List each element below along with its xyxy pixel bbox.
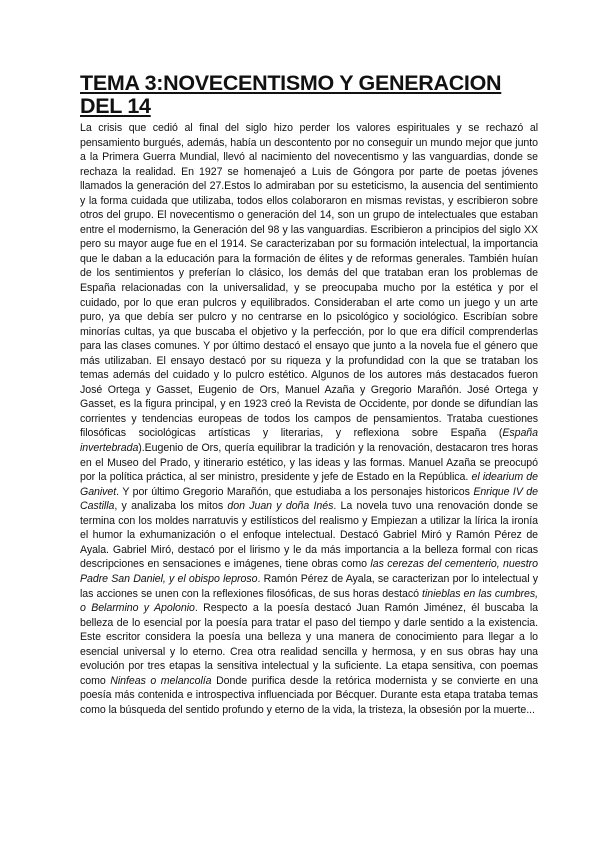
italic-title-run: tinieblas en las cumbres, o Belarmino y Apolonio: [80, 587, 538, 615]
italic-title-run: las cerezas del cementerio, nuestro Padre San Daniel, y el obispo leproso: [80, 558, 538, 585]
text-run: , y analizaba los mitos: [114, 500, 228, 513]
italic-title-run: el idearium de Ganivet: [80, 471, 538, 498]
text-run: . Respecto a la poesía destacó Juan Ramón Jiménez, él buscaba la belleza de lo esencial por la poesía para tratar el paso del tiempo y darle sentido a la existencia. Este escritor considera la poesía una belleza y una manera de conocimiento para llegar a lo esencial universal y lo eterno. Crea otra realidad sencilla y hermosa, y en sus obras hay una evolución por tres etapas la sensitiva intelectual y la suficiente. La etapa sensitiva, con poemas como: [80, 602, 538, 687]
page-title: TEMA 3:NOVECENTISMO Y GENERACION DEL 14: [80, 71, 502, 118]
text-run: La crisis que cedió al final del siglo hizo perder los valores espirituales y se rechazó al pensamiento burgués, además, había un descontento por no conseguir un mundo mejor que junto a la Primera Guerra Mundial, llevó al nacimiento del novecentismo y las vanguardias, donde se rechaza la realidad. En 1927 se homenajeó a Luis de Góngora por parte de poetas jóvenes llamados la generación del 27.Estos lo admiraban por su esteticismo, la ausencia del sentimiento y la forma cuidada que utilizaba, todos ellos colaboraron en mismas revistas, y escribieron sobre otros del grupo. El novecentismo o generación del 14, son un grupo de intelectuales que estaban entre el modernismo, la Generación del 98 y las vanguardias. Escribieron a principios del siglo XX pero su mayor auge fue en el 1914. Se caracterizaban por su formación intelectual, la importancia que le daban a la educación para la formación de élites y de reformas generales. También huían de los sentimientos y preferían lo clásico, los demás del que trataban eran los problemas de España relacionadas con la universalidad, y se preocupaba mucho por la estética y por el cuidado, por lo que eran pulcros y equilibrados. Consideraban el arte como un juego y un arte puro, ya que debía ser pulcro y no centrarse en lo psicológico y sociológico. Escribían sobre minorías cultas, ya que buscaba el objetivo y la perfección, por lo que era difícil comprenderlas para las clases comunes. Y por último destacó el ensayo que junto a la novela fue el género que más utilizaban. El ensayo destacó por su riqueza y la profundidad con la que se trataban los temas además del cuidado y lo pulcro estético. Algunos de los autores más destacados fueron José Ortega y Gasset, Eugenio de Ors, Manuel Azaña y Gregorio Marañón. José Ortega y Gasset, es la figura principal, y en 1923 creó la Revista de Occidente, por donde se difundían las corrientes y tendencias europeas de todos los campos de pensamientos. Trataba cuestiones filosóficas sociológicas artísticas y literarias, y reflexiona sobre España (: [80, 122, 538, 440]
text-run: . La novela tuvo una renovación donde se termina con los moldes narratuvis y estilísticos del realismo y Empiezan a utilizar la lírica la ironía el humor la exhumanización o el enfoque intelectual. Destacó Gabriel Miró y Ramón Pérez de Ayala. Gabriel Miró, destacó por el lirismo y le da más importancia a la belleza formal con ricas descripciones en sensaciones e imágenes, tiene obras como: [80, 500, 538, 571]
text-run: Donde purifica desde la retórica modernista y se convierte en una poesía más contenida e introspectiva influenciada por Bécquer. Durante esta etapa trataba temas como la búsqueda del sentido profundo y eterno de la vida, la tristeza, la obsesión por la muerte...: [80, 674, 538, 716]
text-run: ).Eugenio de Ors, quería equilibrar la tradición y la renovación, destacaron tres horas en el Museo del Prado, y itinerario estético, y las ideas y las formas. Manuel Azaña se preocupó por la política práctica, al ser ministro, presidente y jefe de Estado en la República.: [80, 442, 538, 484]
italic-title-run: Ninfeas o melancolía: [110, 674, 212, 687]
italic-title-run: España invertebrada: [80, 427, 538, 455]
text-run: . Y por último Gregorio Marañón, que estudiaba a los personajes historicos: [116, 485, 474, 498]
body-paragraph: [80, 121, 538, 717]
text-run: . Ramón Pérez de Ayala, se caracterizan por lo intelectual y las acciones se unen con la reflexiones filosóficas, de sus horas destacó: [80, 572, 538, 600]
italic-title-run: don Juan y doña Inés: [227, 500, 334, 513]
italic-title-run: Enrique IV de Castilla: [80, 485, 538, 513]
